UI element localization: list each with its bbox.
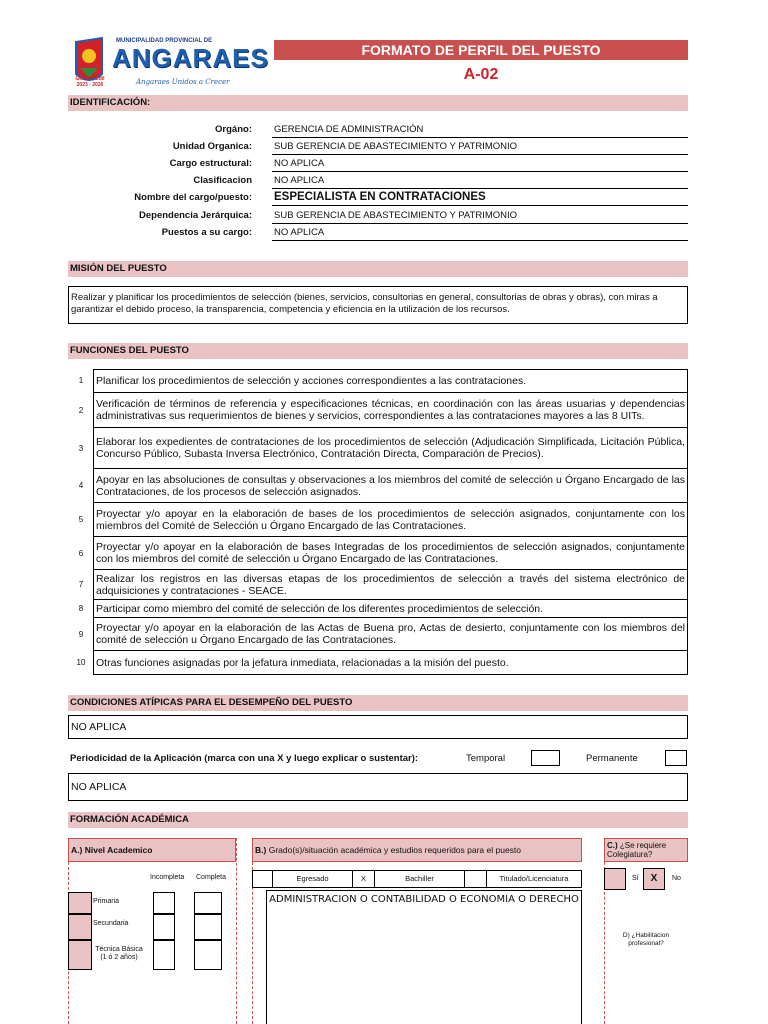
section-identificacion: IDENTIFICACIÓN: — [68, 95, 688, 111]
nivel-academico-header — [68, 838, 236, 862]
habilitacion-label: D) ¿Habilitacion profesional? — [622, 932, 670, 947]
function-text-content: Apoyar en las absoluciones de consultas y observaciones a los miembros del comité de selección u Órgano Encargado de las Contrataciones, de los procesos de selección asignados. — [96, 473, 685, 498]
grado-title: Grado(s)/situación académica y estudios requeridos para el puesto — [268, 845, 522, 855]
nivel-academico-title: Nivel Academico — [84, 845, 153, 855]
function-number: 6 — [78, 548, 84, 558]
id-value: ESPECIALISTA EN CONTRATACIONES — [272, 190, 688, 206]
level-label: Secundaria — [93, 920, 129, 927]
condiciones-value: NO APLICA — [68, 715, 688, 739]
level-incompleta-checkbox[interactable] — [153, 940, 175, 970]
function-text-content: Proyectar y/o apoyar en la elaboración de bases Integradas de los procedimientos de selección asignados, conjuntamente con los miembros del comité de selección u Órgano Encargado de las Contrataciones. — [96, 541, 685, 565]
logo-name: ANGARAES — [112, 43, 269, 73]
colegiatura-marker — [604, 868, 626, 890]
id-label: Unidad Organica: — [172, 141, 252, 152]
colegiatura-header — [604, 838, 688, 862]
function-text — [93, 651, 688, 675]
level-completa-checkbox[interactable] — [194, 914, 222, 940]
id-label: Dependencia Jerárquica: — [139, 210, 252, 221]
function-number: 3 — [78, 443, 84, 453]
egresado-checkbox[interactable]: X — [353, 871, 375, 887]
id-value: NO APLICA — [272, 173, 688, 189]
completa-label: Completa — [196, 874, 226, 881]
grado-letter: B.) — [255, 845, 267, 855]
nivel-academico-letter: A.) — [71, 845, 83, 855]
id-value: NO APLICA — [272, 225, 688, 241]
function-text-content: Elaborar los expedientes de contrataciones de los procedimientos de selección (Adjudicación Simplificada, Licitación Pública, Concurso Público, Subasta Inversa Electrónico, Contratación Directa, Comparación de Precios). — [96, 436, 685, 460]
level-marker — [68, 892, 92, 914]
logo-side-text: Gestion Edil 2023 - 2026 — [75, 76, 105, 88]
colegiatura-title: ¿Se requiere Colegiatura? — [607, 841, 667, 859]
colegiatura-si-checkbox[interactable]: X — [643, 868, 665, 890]
id-label: Cargo estructural: — [169, 158, 252, 169]
function-text — [93, 369, 688, 393]
function-number: 5 — [78, 515, 84, 524]
function-text-content: Verificación de términos de referencia y especificaciones técnicas, en coordinación con las áreas usuarias y dependencias administrativas sus requerimientos de bienes y servicios, correspondientes a las contrataciones mayores a las 8 UITs. — [96, 398, 685, 422]
level-label: Primaria — [93, 898, 120, 905]
temporal-checkbox[interactable] — [531, 750, 560, 766]
function-text-content: Proyectar y/o apoyar en la elaboración de las Actas de Buena pro, Actas de desierto, conjuntamente con los miembros del comité de selección u Órgano Encargado de las Contrataciones. — [96, 622, 685, 646]
level-completa-checkbox[interactable] — [194, 892, 222, 914]
grado-options — [252, 870, 582, 888]
section-funciones: FUNCIONES DEL PUESTO — [68, 343, 688, 359]
carrera-field: ADMINISTRACION O CONTABILIDAD O ECONOMIA O DERECHO — [266, 890, 582, 1024]
function-text-content: Realizar los registros en las diversas etapas de los procedimientos de selección a través del sistema electrónico de adquisiciones y contrataciones - SEACE. — [96, 572, 685, 597]
id-label: Orgáno: — [215, 124, 252, 135]
dashed-guide — [236, 838, 237, 1024]
form-code: A-02 — [463, 66, 499, 83]
id-value: GERENCIA DE ADMINISTRACIÓN — [272, 122, 688, 138]
function-text — [93, 570, 688, 600]
colegiatura-letter: C.) — [607, 841, 618, 850]
colegiatura-no-label: No — [672, 875, 681, 882]
id-label: Nombre del cargo/puesto: — [134, 192, 252, 203]
function-text — [93, 503, 688, 537]
grado-header — [252, 838, 582, 862]
function-number: 9 — [78, 629, 84, 639]
section-condiciones: CONDICIONES ATÍPICAS PARA EL DESEMPEÑO DEL PUESTO — [68, 695, 688, 711]
function-text-content: Planificar los procedimientos de selección y acciones correspondientes a las contrataciones. — [96, 375, 527, 387]
level-incompleta-checkbox[interactable] — [153, 892, 175, 914]
section-mision: MISIÓN DEL PUESTO — [68, 261, 688, 277]
function-text — [93, 469, 688, 503]
level-marker — [68, 914, 92, 940]
function-text — [93, 393, 688, 428]
bachiller-label: Bachiller — [375, 871, 465, 887]
function-number: 7 — [78, 580, 84, 589]
function-number: 10 — [76, 658, 86, 667]
logo-slogan: Angaraes Unidos a Crecer — [136, 78, 230, 86]
function-text-content: Otras funciones asignadas por la jefatura inmediata, relacionadas a la misión del puesto. — [96, 656, 509, 669]
bachiller-checkbox[interactable] — [465, 871, 487, 887]
periodicidad-label: Periodicidad de la Aplicación (marca con una X y luego explicar o sustentar): — [70, 753, 419, 764]
permanente-checkbox[interactable] — [665, 750, 687, 766]
function-text — [93, 428, 688, 469]
form-title: FORMATO DE PERFIL DEL PUESTO — [274, 40, 688, 60]
function-number: 4 — [78, 481, 84, 490]
function-text-content: Participar como miembro del comité de selección de los diferentes procedimientos de selección. — [96, 602, 544, 615]
grado-spacer — [253, 871, 273, 887]
egresado-label: Egresado — [273, 871, 353, 887]
id-label: Puestos a su cargo: — [161, 227, 252, 238]
level-marker — [68, 940, 92, 970]
colegiatura-si-label: Sí — [632, 875, 639, 882]
titulado-label: Titulado/Licenciatura — [499, 874, 569, 883]
id-value: SUB GERENCIA DE ABASTECIMIENTO Y PATRIMONIO — [272, 208, 688, 224]
logo-top-text: MUNICIPALIDAD PROVINCIAL DE — [116, 38, 213, 44]
mission-text: Realizar y planificar los procedimientos de selección (bienes, servicios, consultorias en general, consultorias de obras y obras), con miras a garantizar el debido proceso, la transparencia, competencia y eficiencia en la utilización de los recursos. — [68, 286, 688, 324]
level-label: Técnica Básica (1 ó 2 años) — [95, 946, 143, 961]
temporal-label: Temporal — [466, 753, 506, 764]
municipality-logo — [72, 34, 269, 96]
level-incompleta-checkbox[interactable] — [153, 914, 175, 940]
function-number: 2 — [78, 405, 84, 415]
periodicidad-explicacion: NO APLICA — [68, 773, 688, 801]
permanente-label: Permanente — [586, 753, 638, 764]
id-value: SUB GERENCIA DE ABASTECIMIENTO Y PATRIMONIO — [272, 139, 688, 155]
id-value: NO APLICA — [272, 156, 688, 172]
function-text — [93, 600, 688, 618]
id-label: Clasificacion — [193, 175, 252, 186]
function-text — [93, 618, 688, 651]
function-number: 8 — [78, 604, 84, 613]
function-text — [93, 537, 688, 570]
level-completa-checkbox[interactable] — [194, 940, 222, 970]
section-formacion: FORMACIÓN ACADÉMICA — [68, 812, 688, 828]
function-number: 1 — [78, 376, 84, 385]
incompleta-label: Incompleta — [150, 874, 185, 881]
function-text-content: Proyectar y/o apoyar en la elaboración de bases de los procedimientos de selección asignados, conjuntamente con los miembros del Comité de Selección u Órgano Encargado de las Contrataciones. — [96, 507, 685, 532]
